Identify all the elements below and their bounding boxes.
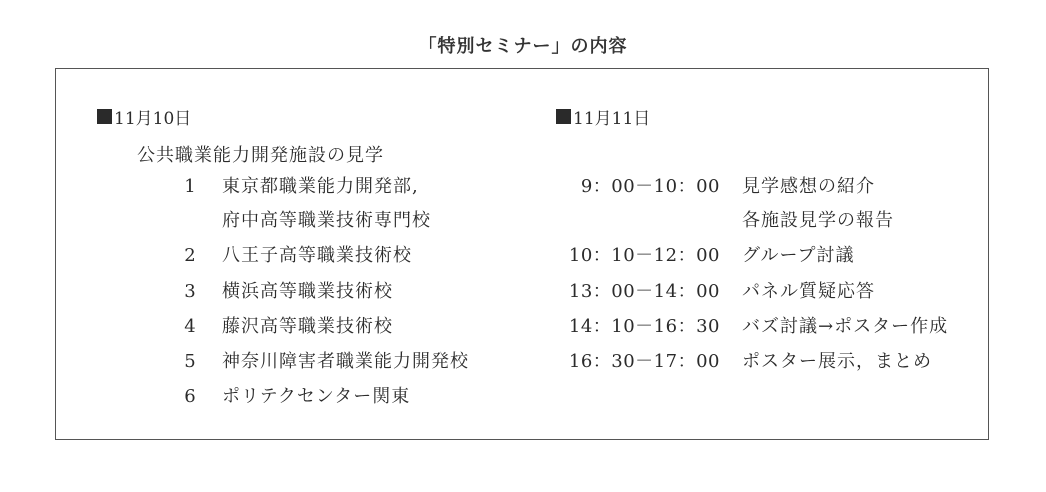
day1-heading (97, 104, 191, 129)
item-text: ポリテクセンター関東 (222, 386, 411, 407)
schedule-time: 14：10－16：30 (568, 316, 720, 337)
square-bullet-icon (97, 109, 112, 124)
schedule-time: 13：00－14：00 (568, 281, 720, 302)
schedule-item: バズ討議→ポスター作成 (742, 316, 949, 337)
schedule-item: 各施設見学の報告 (742, 210, 894, 231)
item-text: 神奈川障害者職業能力開発校 (222, 351, 469, 372)
item-text: 八王子高等職業技術校 (222, 245, 412, 266)
schedule-time: 16：30－17：00 (568, 351, 720, 372)
day1-date: 11月10日 (114, 109, 192, 129)
page-title: 「特別セミナー」の内容 (418, 36, 628, 57)
item-text: 東京都職業能力開発部, (222, 176, 419, 197)
day1-subtitle: 公共職業能力開発施設の見学 (137, 145, 384, 166)
schedule-item: 見学感想の紹介 (742, 176, 875, 197)
schedule-row (0, 241, 1046, 271)
item-text: 藤沢高等職業技術校 (222, 316, 393, 337)
square-bullet-icon (556, 109, 571, 124)
schedule-time: 10：10－12：00 (568, 245, 720, 266)
schedule-item: ポスター展示，まとめ (742, 351, 932, 372)
schedule-row (0, 277, 1046, 307)
schedule-item: グループ討議 (742, 245, 855, 266)
schedule-row (0, 172, 1046, 202)
item-text: 横浜高等職業技術校 (222, 281, 393, 302)
schedule-item: パネル質疑応答 (742, 281, 875, 302)
item-number: 1 (184, 176, 196, 197)
item-text: 府中高等職業技術専門校 (222, 210, 431, 231)
item-number: 3 (184, 281, 196, 302)
schedule-row-continuation (0, 206, 1046, 236)
day2-date: 11月11日 (573, 109, 651, 129)
item-number: 4 (184, 316, 196, 337)
item-number: 2 (184, 245, 196, 266)
day2-heading (556, 104, 650, 129)
schedule-row (0, 312, 1046, 342)
item-number: 5 (184, 351, 196, 372)
item-number: 6 (184, 386, 196, 407)
schedule-row (0, 347, 1046, 377)
schedule-time: 9：00－10：00 (580, 176, 720, 197)
